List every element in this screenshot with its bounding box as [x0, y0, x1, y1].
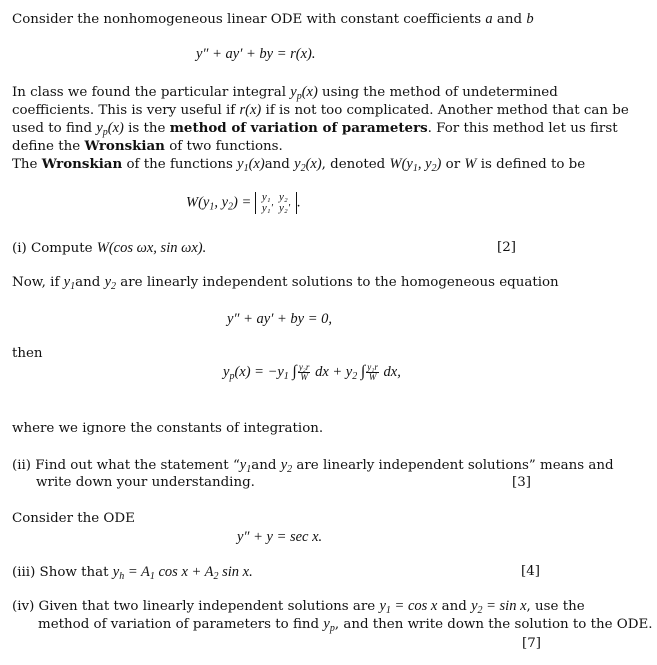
ode2-equation: y″ + y = sec x.	[237, 529, 323, 545]
para1-text: define the	[12, 139, 81, 154]
matrix-cell: y₁′	[261, 202, 274, 214]
y2-symbol: $y_2 = \sin x$	[471, 598, 527, 616]
marks-q4: [7]	[522, 636, 541, 651]
r-symbol: r(x)	[239, 102, 262, 118]
question-4-line1	[12, 597, 585, 616]
question-2-line2: write down your understanding.	[36, 475, 255, 490]
yp-symbol: $y_p(x)$	[290, 84, 318, 102]
question-text: (iv) Given that two linearly independent solutions are	[12, 599, 376, 614]
marks-q2: [3]	[512, 475, 531, 490]
fraction: $\frac{\text{y₁r}}{W}$	[367, 362, 378, 383]
vop-formula: $y_p(x) = -y_1$ ∫ $\frac{\text{y₂r}}{W}$ dx + $y_2$ ∫ $\frac{\text{y₁r}}{W}$ dx,	[223, 362, 401, 383]
question-1	[12, 239, 206, 258]
question-text: method of variation of parameters to find	[38, 617, 320, 632]
para1-text: In class we found the particular integral	[12, 85, 286, 100]
para1-text: of two functions.	[169, 139, 283, 154]
para1-text: of the functions	[126, 157, 233, 172]
integral-sign: ∫	[292, 363, 297, 380]
body-text: are linearly independent solutions to the homogeneous equation	[120, 275, 559, 290]
then-text: then	[12, 346, 43, 361]
wronskian-definition: $W(y_1$, $y_2$) = y₁ y₂ y₁′ y₂′ .	[186, 191, 301, 214]
para1-text: The	[12, 157, 38, 172]
var-a: a	[485, 11, 493, 27]
question-text: , and then write down the solution to the ODE.	[334, 617, 653, 632]
para1-text: or	[445, 157, 461, 172]
yp-symbol: $y_p$	[323, 616, 335, 634]
fraction: $\frac{\text{y₂r}}{W}$	[298, 362, 310, 383]
integral-sign: ∫	[360, 363, 366, 380]
y2-symbol: $y_2$	[104, 274, 116, 292]
para1-text: . For this method let us first	[427, 121, 618, 136]
question-text: (ii) Find out what the statement “	[12, 458, 240, 473]
y1-symbol: $y_1(x)$	[237, 156, 265, 174]
intro-and: and	[496, 12, 523, 27]
para1-text: using the method of undetermined	[322, 85, 558, 100]
para1-text: used to find	[12, 121, 93, 136]
intro-line	[12, 10, 534, 29]
question-4-line2	[38, 615, 653, 634]
w-symbol: $W(y_1$, $y_2$)	[389, 156, 442, 174]
matrix-cell: y₂	[279, 191, 288, 203]
question-text: are linearly independent solutions” means and	[296, 458, 614, 473]
para1-line5	[12, 155, 585, 174]
matrix-cell: y₁	[261, 191, 271, 203]
question-text: , use the	[526, 599, 585, 614]
intro-text: Consider the nonhomogeneous linear ODE with constant coefficients	[12, 12, 482, 27]
y2-symbol: $y_2$	[280, 457, 293, 475]
body-text: Now, if	[12, 275, 60, 290]
marks-q1: [2]	[497, 240, 516, 255]
yp-symbol: $y_p(x)$	[96, 120, 124, 138]
para1-text: and	[264, 157, 290, 172]
para1-text: , denoted	[321, 157, 386, 172]
now-line	[12, 273, 559, 292]
para1-text: if is not too complicated. Another method that can be	[265, 103, 629, 118]
para1-line4	[12, 137, 283, 156]
y2-symbol: $y_2(x)$	[294, 156, 322, 174]
question-2-line1	[12, 456, 614, 475]
para1-text: is the	[128, 121, 166, 136]
yh-expr: $y_h = A_1$ $\cos x + A_2$ sin x.	[112, 564, 253, 582]
bold-term: Wronskian	[41, 156, 123, 172]
bold-term: Wronskian	[84, 138, 165, 154]
question-3	[12, 563, 253, 582]
para1-line3	[12, 119, 618, 138]
para1-line1	[12, 83, 558, 102]
question-expr: W(cos ωx, sin ωx).	[96, 240, 207, 256]
question-text: (iii) Show that	[12, 565, 109, 580]
bold-term: method of variation of parameters	[169, 120, 428, 136]
question-text: and	[251, 458, 277, 473]
question-text: (i) Compute	[12, 241, 93, 256]
y1-symbol: $y_1$	[63, 274, 76, 292]
para1-line2	[12, 101, 629, 120]
y1-symbol: $y_1$	[239, 457, 252, 475]
var-b: b	[526, 11, 534, 27]
homogeneous-equation: y″ + ay′ + by = 0,	[227, 311, 332, 327]
body-text: and	[75, 275, 101, 290]
para1-text: is defined to be	[480, 157, 586, 172]
y1-symbol: $y_1 = \cos x$	[379, 598, 438, 616]
question-text: and	[441, 599, 467, 614]
consider-ode-text: Consider the ODE	[12, 511, 135, 526]
ignore-text: where we ignore the constants of integration.	[12, 421, 324, 436]
para1-text: coefficients. This is very useful if	[12, 103, 236, 118]
determinant-matrix	[255, 192, 297, 214]
ode-equation: y″ + ay′ + by = r(x).	[196, 46, 316, 62]
marks-q3: [4]	[521, 564, 540, 579]
matrix-cell: y₂′	[279, 202, 291, 214]
w-symbol: W	[464, 156, 477, 172]
